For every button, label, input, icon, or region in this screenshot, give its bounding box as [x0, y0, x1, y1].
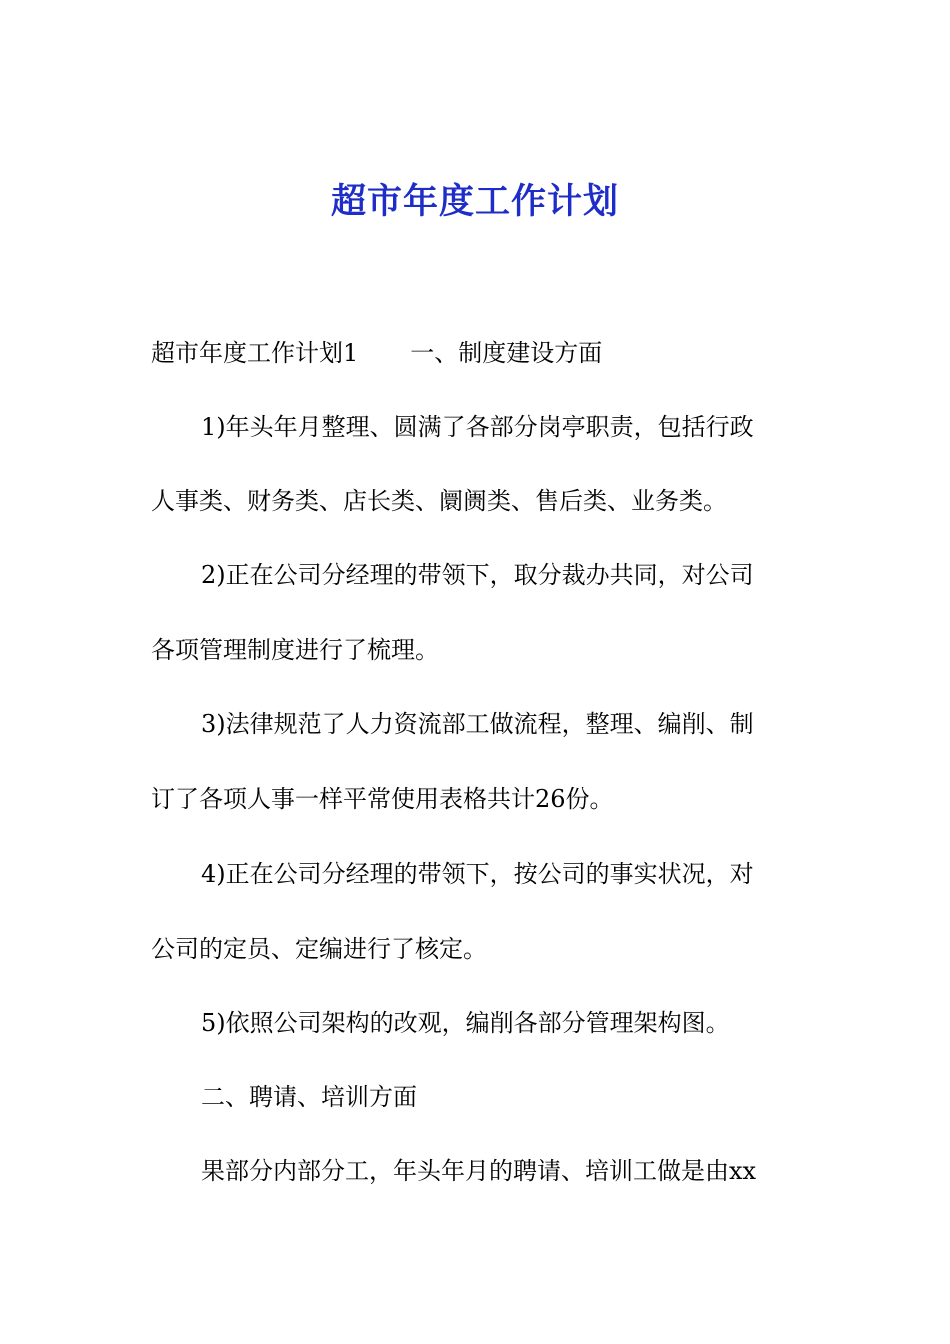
section-heading-system: 一、制度建设方面: [410, 339, 603, 367]
paragraph-line: 4)正在公司分经理的带领下，按公司的事实状况，对: [201, 860, 754, 888]
paragraph-line: 1)年头年月整理、圆满了各部分岗亭职责，包括行政: [201, 413, 754, 441]
document-title: 超市年度工作计划: [330, 181, 619, 222]
section-heading-recruitment: 二、聘请、培训方面: [201, 1083, 417, 1111]
paragraph-line: 各项管理制度进行了梳理。: [151, 636, 439, 664]
paragraph-line: 果部分内部分工，年头年月的聘请、培训工做是由xx: [201, 1157, 757, 1185]
paragraph-line: 3)法律规范了人力资流部工做流程，整理、编削、制: [201, 710, 754, 738]
paragraph-line: 5)依照公司架构的改观，编削各部分管理架构图。: [201, 1009, 730, 1037]
first-line: [151, 335, 602, 371]
plan-heading: 超市年度工作计划1: [151, 339, 359, 367]
paragraph-line: 公司的定员、定编进行了核定。: [151, 935, 487, 963]
paragraph-line: 订了各项人事一样平常使用表格共计26份。: [151, 785, 614, 813]
paragraph-line: 2)正在公司分经理的带领下，取分裁办共同，对公司: [201, 561, 754, 589]
paragraph-line: 人事类、财务类、店长类、阛阓类、售后类、业务类。: [151, 487, 727, 515]
